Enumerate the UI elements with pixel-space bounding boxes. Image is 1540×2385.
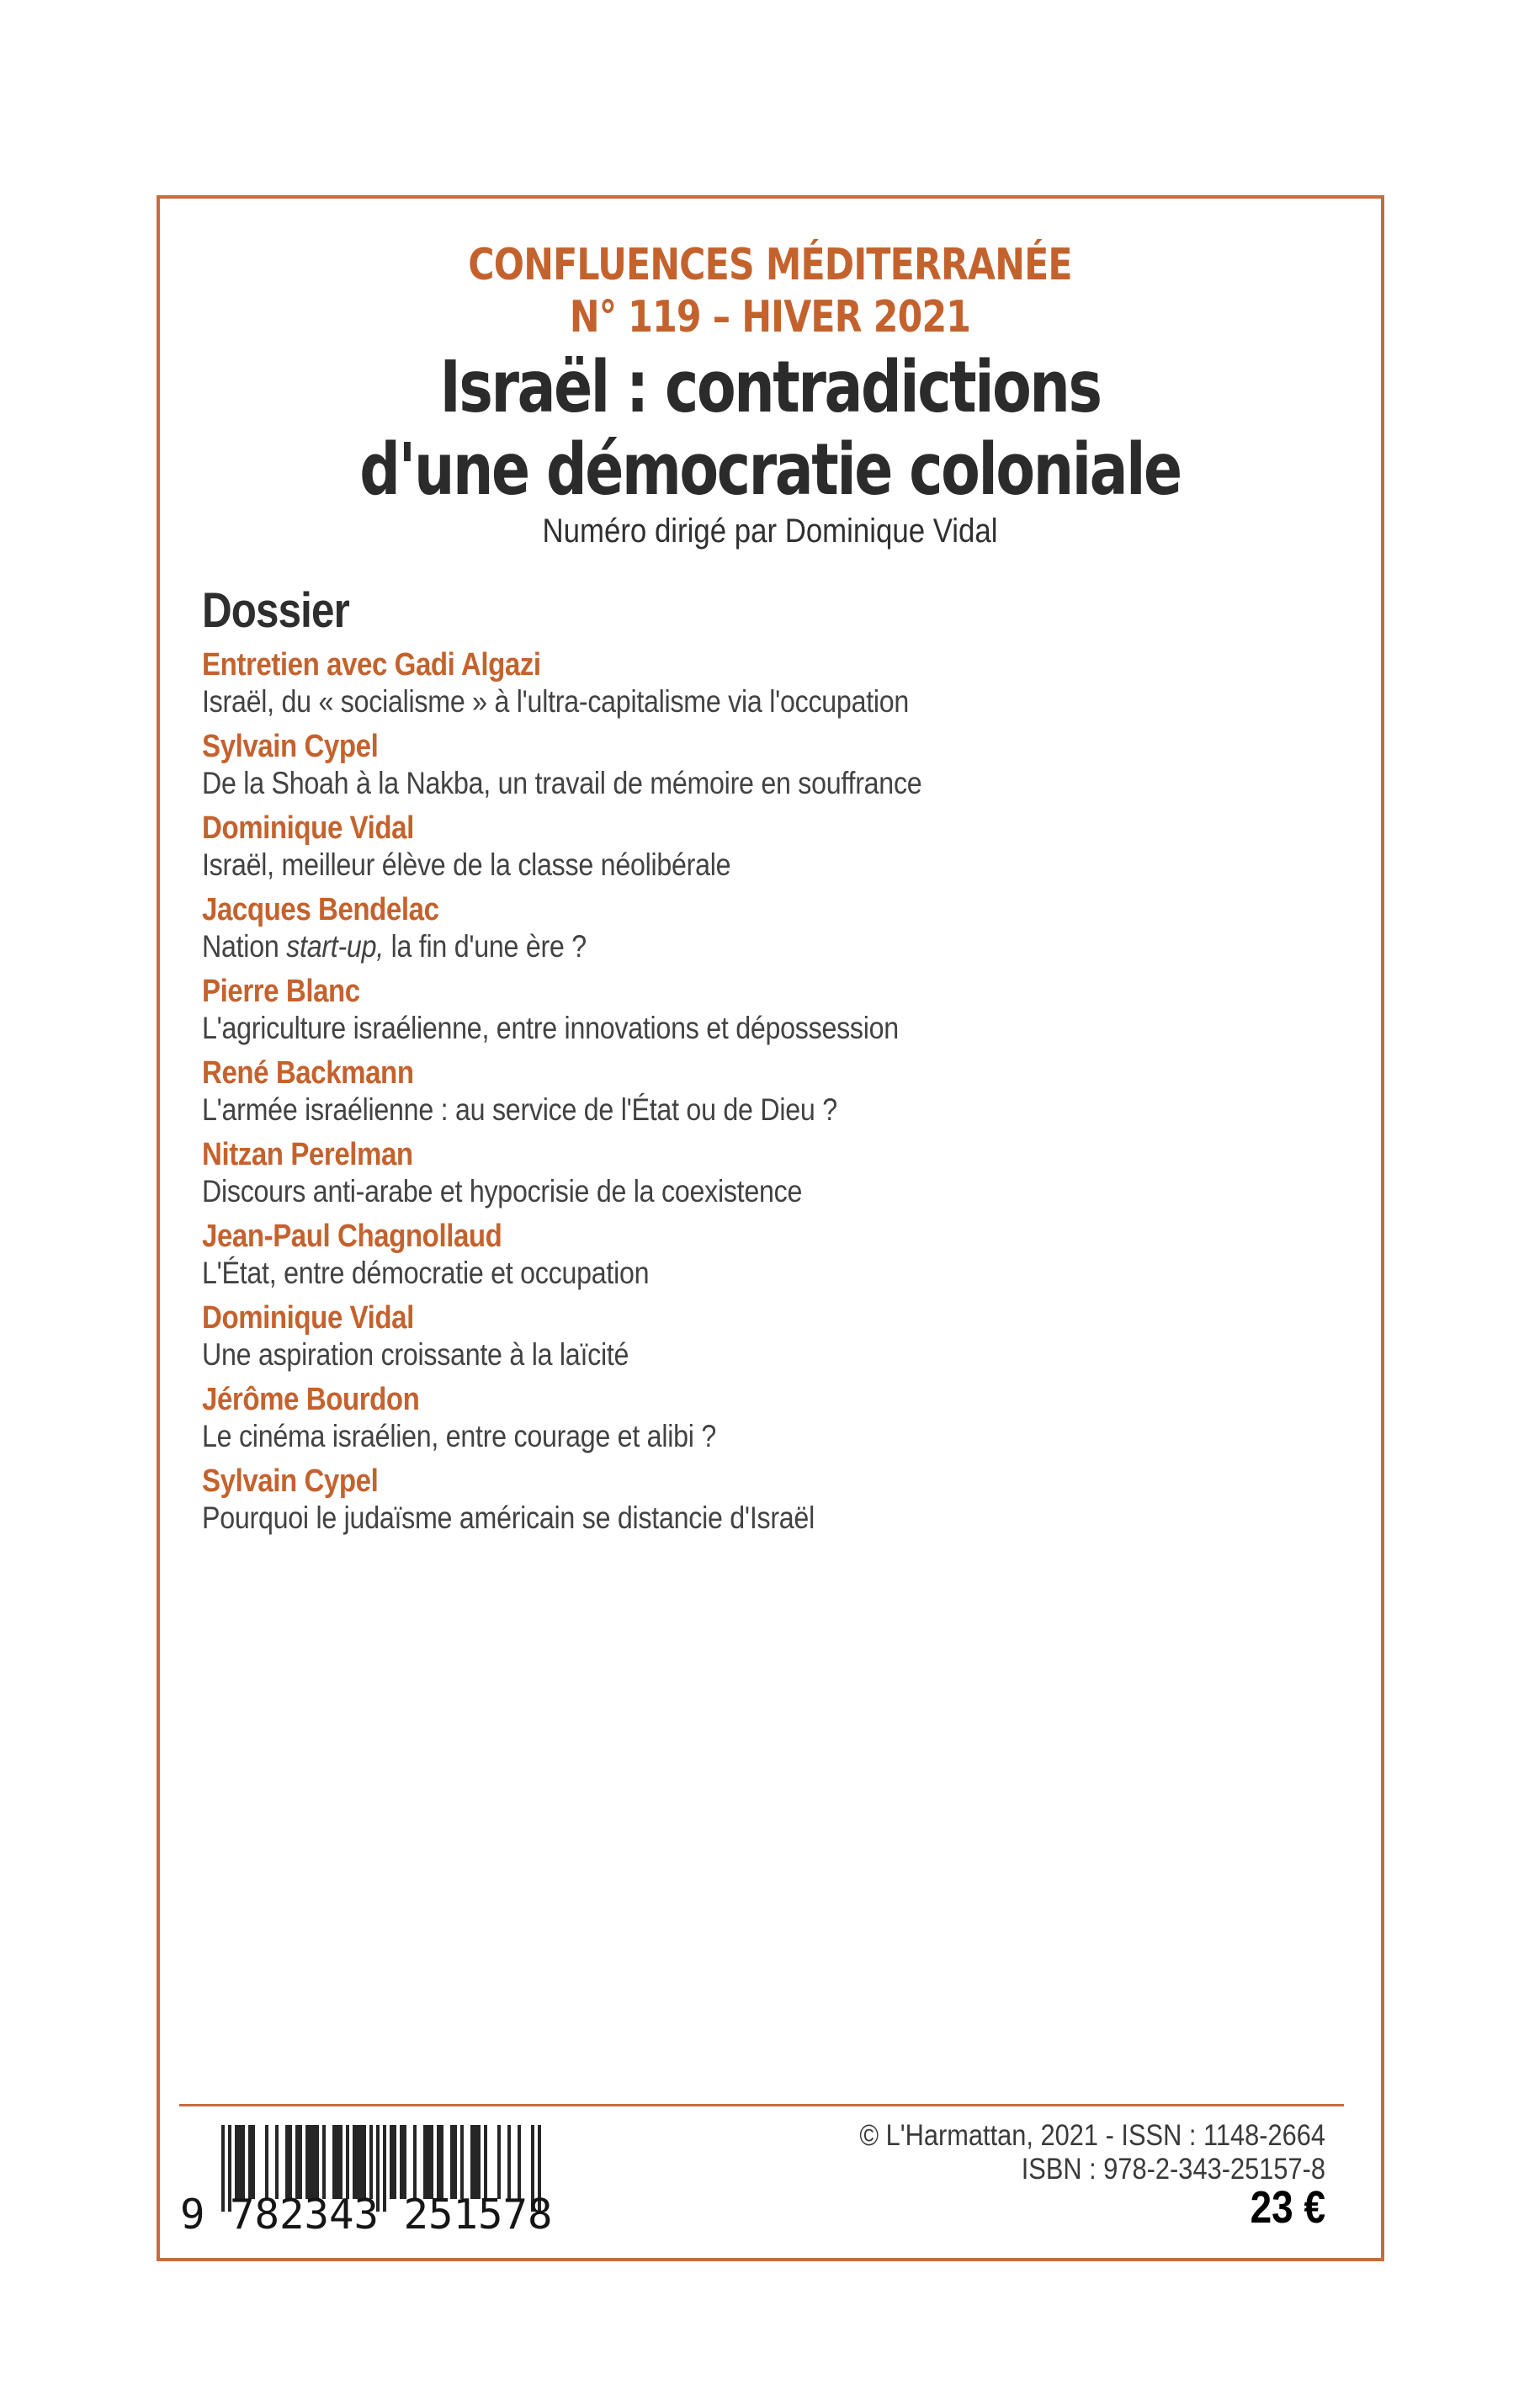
article-author: Entretien avec Gadi Algazi bbox=[202, 647, 541, 683]
article-title: L'armée israélienne : au service de l'État ou de Dieu ? bbox=[202, 1092, 837, 1127]
article-title: Discours anti-arabe et hypocrisie de la coexistence bbox=[202, 1174, 803, 1208]
article-entry bbox=[202, 1218, 1363, 1292]
article-author: Dominique Vidal bbox=[202, 810, 414, 846]
footer-divider-rule bbox=[179, 2104, 1344, 2106]
article-entry bbox=[202, 646, 1363, 720]
article-title: De la Shoah à la Nakba, un travail de mémoire en souffrance bbox=[202, 766, 922, 800]
article-entry bbox=[202, 1381, 1363, 1455]
article-title: L'agriculture israélienne, entre innovations et dépossession bbox=[202, 1011, 899, 1045]
article-author: Sylvain Cypel bbox=[202, 1463, 379, 1499]
article-entry bbox=[202, 1054, 1363, 1129]
journal-issue: N° 119 – HIVER 2021 bbox=[569, 292, 971, 343]
article-author: Jérôme Bourdon bbox=[202, 1382, 420, 1417]
article-entry bbox=[202, 973, 1363, 1047]
cover-title-line2: d'une démocratie coloniale bbox=[359, 428, 1181, 512]
article-title: Nation start-up, la fin d'une ère ? bbox=[202, 929, 587, 964]
article-title: L'État, entre démocratie et occupation bbox=[202, 1256, 650, 1290]
barcode-digits: 9 782343 251578 bbox=[180, 2191, 553, 2239]
article-author: Jacques Bendelac bbox=[202, 892, 439, 927]
article-list bbox=[202, 646, 1363, 1544]
article-entry bbox=[202, 810, 1363, 884]
article-title: Israël, du « socialisme » à l'ultra-capitalisme via l'occupation bbox=[202, 684, 910, 719]
article-title: Une aspiration croissante à la laïcité bbox=[202, 1337, 629, 1372]
article-title: Israël, meilleur élève de la classe néolibérale bbox=[202, 847, 731, 882]
cover-subtitle: Numéro dirigé par Dominique Vidal bbox=[542, 513, 998, 550]
article-author: Sylvain Cypel bbox=[202, 729, 379, 764]
article-title: Le cinéma israélien, entre courage et alibi ? bbox=[202, 1419, 716, 1453]
journal-name: CONFLUENCES MÉDITERRANÉE bbox=[468, 240, 1072, 290]
article-title: Pourquoi le judaïsme américain se distancie d'Israël bbox=[202, 1501, 815, 1535]
price-label: 23 € bbox=[1250, 2182, 1325, 2233]
article-author: Pierre Blanc bbox=[202, 974, 360, 1009]
cover-title-line1: Israël : contradictions bbox=[439, 346, 1101, 429]
article-entry bbox=[202, 1299, 1363, 1373]
article-author: Nitzan Perelman bbox=[202, 1137, 413, 1172]
dossier-heading: Dossier bbox=[202, 583, 349, 638]
article-author: René Backmann bbox=[202, 1055, 414, 1091]
isbn-line: ISBN : 978-2-343-25157-8 bbox=[1021, 2153, 1325, 2186]
article-author: Dominique Vidal bbox=[202, 1300, 414, 1336]
article-author: Jean-Paul Chagnollaud bbox=[202, 1219, 502, 1254]
article-entry bbox=[202, 1136, 1363, 1210]
copyright-issn-line: © L'Harmattan, 2021 - ISSN : 1148-2664 bbox=[859, 2119, 1325, 2152]
article-entry bbox=[202, 891, 1363, 965]
colophon bbox=[568, 2119, 1325, 2233]
article-entry bbox=[202, 728, 1363, 802]
article-entry bbox=[202, 1463, 1363, 1537]
